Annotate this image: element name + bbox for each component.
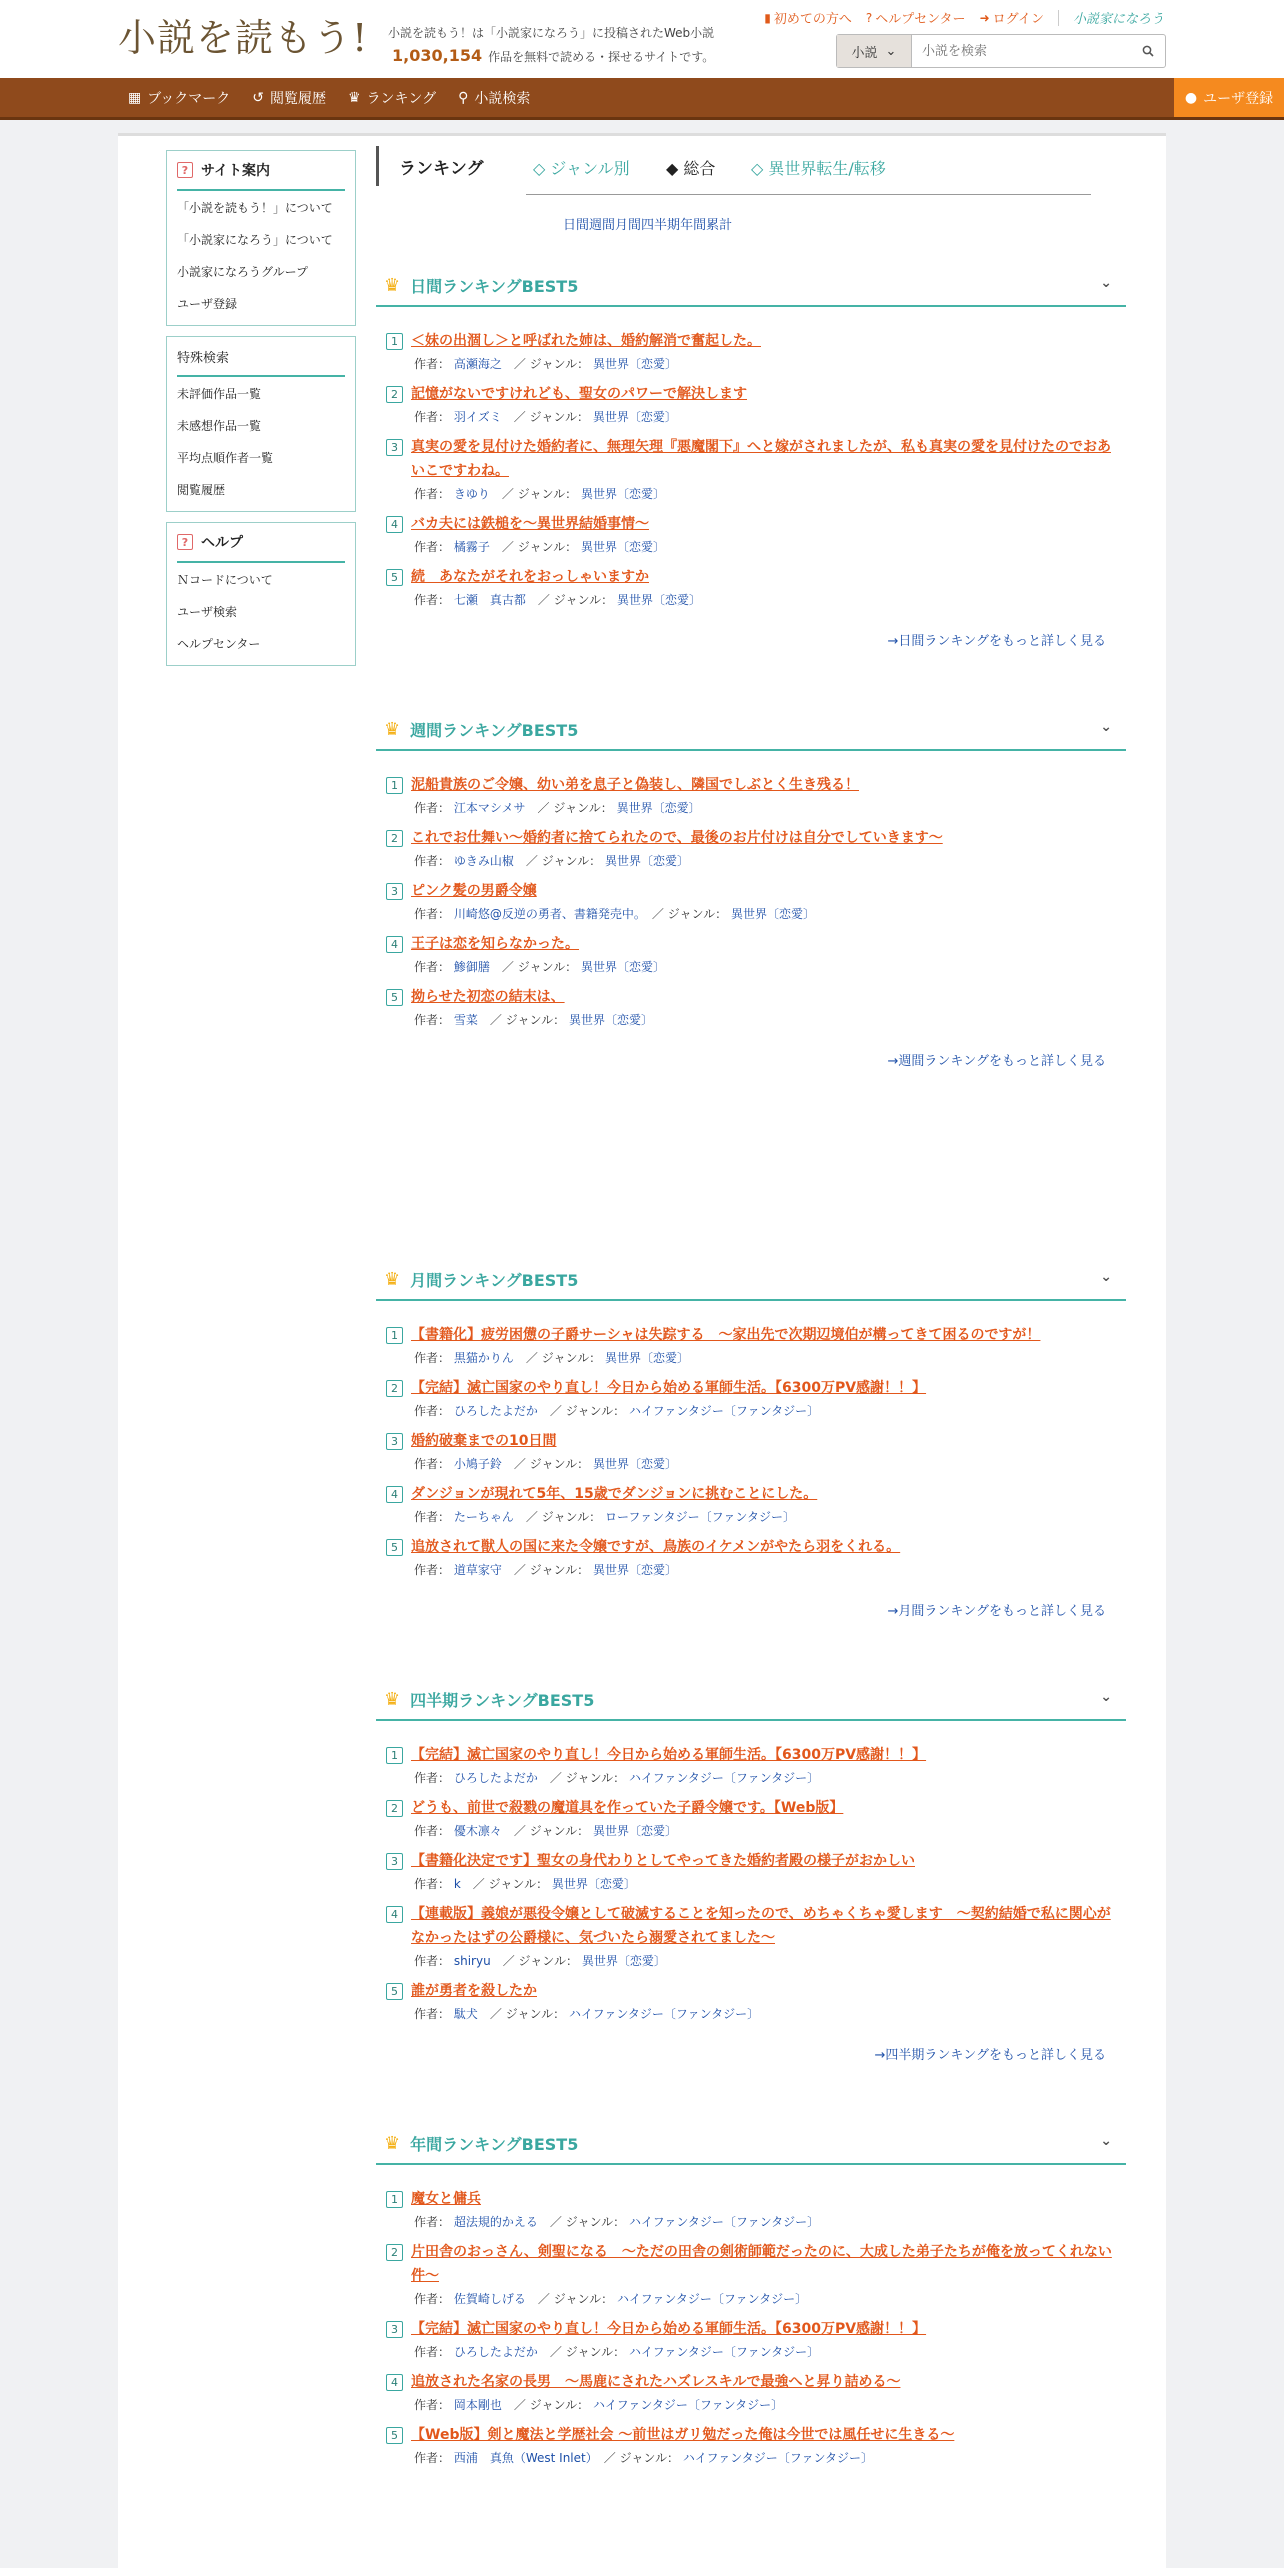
tab-underline — [526, 194, 1091, 195]
author-label: 作者： — [414, 1954, 451, 1968]
novel-title-link[interactable]: 魔女と傭兵 — [411, 2191, 481, 2207]
author-link[interactable]: 橘霧子 — [453, 540, 490, 554]
entry-meta: 作者： 雪菜 ／ ジャンル： 異世界〔恋愛〕 — [414, 1013, 653, 1027]
author-link[interactable]: ひろしたよだか — [453, 1404, 538, 1418]
entry-meta: 作者： k ／ ジャンル： 異世界〔恋愛〕 — [414, 1877, 636, 1891]
genre-label: ジャンル： — [529, 410, 590, 424]
genre-label: ジャンル： — [529, 357, 590, 371]
ranking-entry — [386, 2370, 1116, 2413]
genre-link[interactable]: 異世界〔恋愛〕 — [604, 1351, 689, 1365]
rank-badge: 5 — [386, 2427, 403, 2444]
ranking-entry — [386, 2317, 1116, 2360]
genre-label: ジャンル： — [541, 1351, 602, 1365]
genre-label: ジャンル： — [541, 1510, 602, 1524]
rank-badge: 1 — [386, 1747, 403, 1764]
novel-title-link[interactable]: 【書籍化】疲労困憊の子爵サーシャは失踪する ～家出先で次期辺境伯が構ってきて困るのですが！ — [411, 1327, 1041, 1343]
genre-link[interactable]: ハイファンタジー〔ファンタジー〕 — [628, 2215, 820, 2229]
genre-label: ジャンル： — [529, 2398, 590, 2412]
ranking-entry — [386, 1979, 1116, 2022]
rank-badge: 5 — [386, 989, 403, 1006]
genre-label: ジャンル： — [553, 593, 614, 607]
author-link[interactable]: たーちゃん — [453, 1510, 514, 1524]
search-bar — [836, 34, 1166, 68]
entry-meta: 作者： 西浦 真魚（West Inlet） ／ ジャンル： ハイファンタジー〔ファンタジー〕 — [414, 2451, 874, 2465]
rank-badge: 2 — [386, 2244, 403, 2261]
sidebar-link[interactable]: 未評価作品一覧 — [177, 386, 262, 401]
help-box — [166, 522, 356, 666]
novel-title-link[interactable]: 【Web版】剣と魔法と学歴社会 ～前世はガリ勉だった俺は今世では風任せに生きる～ — [411, 2427, 955, 2443]
author-label: 作者： — [414, 540, 451, 554]
ranking-list — [376, 1721, 1126, 2022]
nav-bookmark[interactable]: ▦ ブックマーク — [128, 89, 231, 107]
sidebar-link[interactable]: Ｎコードについて — [177, 572, 273, 587]
ranking-entry — [386, 1482, 1116, 1525]
ranking-entry — [386, 512, 1116, 555]
author-label: 作者： — [414, 2215, 451, 2229]
author-link[interactable]: 岡本剛也 — [453, 2398, 502, 2412]
ranking-entry — [386, 932, 1116, 975]
search-type-select[interactable]: 小説 ⌄ — [837, 35, 912, 67]
rank-badge: 3 — [386, 439, 403, 456]
sidebar-link[interactable]: 平均点順作者一覧 — [177, 450, 274, 465]
author-link[interactable]: 優木凛々 — [453, 1824, 502, 1838]
genre-link[interactable]: ハイファンタジー〔ファンタジー〕 — [592, 2398, 784, 2412]
crown-icon: ♛ — [384, 718, 401, 740]
site-header — [0, 0, 1284, 78]
ranking-list — [376, 1301, 1126, 1578]
entry-meta: 作者： shiryu ／ ジャンル： 異世界〔恋愛〕 — [414, 1954, 666, 1968]
entry-meta: 作者： 道草家守 ／ ジャンル： 異世界〔恋愛〕 — [414, 1563, 677, 1577]
entry-meta: 作者： ひろしたよだか ／ ジャンル： ハイファンタジー〔ファンタジー〕 — [414, 1404, 820, 1418]
help-heading: ? ヘルプ — [177, 523, 345, 563]
novel-title-link[interactable]: これでお仕舞い～婚約者に捨てられたので、最後のお片付けは自分でしていきます～ — [411, 830, 943, 846]
author-link[interactable]: shiryu — [453, 1954, 491, 1968]
author-label: 作者： — [414, 2451, 451, 2465]
author-label: 作者： — [414, 2007, 451, 2021]
entry-meta: 作者： ゆきみ山椒 ／ ジャンル： 異世界〔恋愛〕 — [414, 854, 689, 868]
period-weekly[interactable]: 週間 — [589, 218, 616, 233]
author-label: 作者： — [414, 2398, 451, 2412]
genre-link[interactable]: ハイファンタジー〔ファンタジー〕 — [682, 2451, 874, 2465]
entry-meta: 作者： 佐賀崎しげる ／ ジャンル： ハイファンタジー〔ファンタジー〕 — [414, 2292, 808, 2306]
ranking-entry — [386, 1849, 1116, 1892]
genre-label: ジャンル： — [517, 540, 578, 554]
ranking-entry — [386, 1796, 1116, 1839]
author-link[interactable]: 鯵御膳 — [453, 960, 490, 974]
crown-icon: ♛ — [384, 1268, 401, 1290]
ranking-entry — [386, 2187, 1116, 2230]
question-icon: ? — [177, 162, 193, 178]
entry-meta: 作者： 岡本剛也 ／ ジャンル： ハイファンタジー〔ファンタジー〕 — [414, 2398, 784, 2412]
sidebar-link[interactable]: 小説家になろうグループ — [177, 264, 309, 279]
novel-title-link[interactable]: 泥船貴族のご令嬢、幼い弟を息子と偽装し、隣国でしぶとく生き残る！ — [411, 777, 859, 793]
ranking-list — [376, 307, 1126, 608]
rank-badge: 1 — [386, 333, 403, 350]
search-input[interactable] — [912, 35, 1131, 67]
rank-badge: 5 — [386, 569, 403, 586]
works-count: 1,030,154 — [392, 46, 483, 65]
ranking-entry — [386, 329, 1116, 372]
author-label: 作者： — [414, 801, 451, 815]
entry-meta: 作者： 小鳩子鈴 ／ ジャンル： 異世界〔恋愛〕 — [414, 1457, 677, 1471]
genre-link[interactable]: ハイファンタジー〔ファンタジー〕 — [616, 2292, 808, 2306]
entry-meta: 作者： 優木凛々 ／ ジャンル： 異世界〔恋愛〕 — [414, 1824, 677, 1838]
entry-meta: 作者： 橘霧子 ／ ジャンル： 異世界〔恋愛〕 — [414, 540, 665, 554]
ranking-entry — [386, 565, 1116, 608]
rank-badge: 1 — [386, 777, 403, 794]
rank-badge: 4 — [386, 2374, 403, 2391]
chevron-down-icon: ⌄ — [885, 43, 897, 59]
rank-badge: 5 — [386, 1983, 403, 2000]
genre-link[interactable]: 異世界〔恋愛〕 — [592, 357, 677, 371]
genre-link[interactable]: ハイファンタジー〔ファンタジー〕 — [628, 1404, 820, 1418]
ranking-entry — [386, 879, 1116, 922]
tab-overall[interactable]: ◆ 総合 — [666, 159, 716, 178]
more-ranking-link[interactable]: →四半期ランキングをもっと詳しく見る — [874, 2048, 1106, 2063]
genre-label: ジャンル： — [565, 1771, 626, 1785]
genre-label: ジャンル： — [529, 1824, 590, 1838]
sidebar-link[interactable]: ユーザ検索 — [177, 604, 238, 619]
author-link[interactable]: 道草家守 — [453, 1563, 502, 1577]
genre-label: ジャンル： — [553, 801, 613, 815]
ranking-entry — [386, 826, 1116, 869]
ranking-sections — [376, 265, 1126, 2466]
rank-badge: 3 — [386, 1433, 403, 1450]
author-link[interactable]: k — [453, 1877, 461, 1891]
beginners-link[interactable]: ▮ 初めての方へ — [764, 10, 852, 27]
author-link[interactable]: 七瀬 真古都 — [453, 593, 526, 607]
site-logo[interactable]: 小説を読もう! — [118, 16, 369, 60]
genre-link[interactable]: 異世界〔恋愛〕 — [551, 1877, 636, 1891]
genre-link[interactable]: 異世界〔恋愛〕 — [580, 960, 665, 974]
section-heading[interactable]: ♛ 年間ランキングBEST5 ⌄ — [376, 2123, 1126, 2165]
sidebar-link[interactable]: 「小説家になろう」について — [177, 232, 333, 247]
author-link[interactable]: 小鳩子鈴 — [453, 1457, 502, 1471]
genre-label: ジャンル： — [505, 1013, 566, 1027]
crown-icon: ♛ — [348, 89, 361, 106]
author-link[interactable]: きゆり — [453, 487, 490, 501]
genre-link[interactable]: 異世界〔恋愛〕 — [568, 1013, 653, 1027]
entry-meta: 作者： きゆり ／ ジャンル： 異世界〔恋愛〕 — [414, 487, 665, 501]
author-label: 作者： — [414, 1457, 451, 1471]
more-ranking-link[interactable]: →日間ランキングをもっと詳しく見る — [887, 634, 1106, 649]
ranking-section — [376, 709, 1126, 1069]
ranking-entry — [386, 435, 1116, 502]
genre-link[interactable]: 異世界〔恋愛〕 — [616, 801, 701, 815]
question-icon: ? — [177, 534, 193, 550]
genre-label: ジャンル： — [518, 1954, 578, 1968]
search-button[interactable] — [1131, 35, 1165, 67]
entry-meta: 作者： 高瀬海之 ／ ジャンル： 異世界〔恋愛〕 — [414, 357, 677, 371]
rank-badge: 4 — [386, 1486, 403, 1503]
more-ranking-link[interactable]: →月間ランキングをもっと詳しく見る — [887, 1604, 1106, 1619]
entry-meta: 作者： 鯵御膳 ／ ジャンル： 異世界〔恋愛〕 — [414, 960, 665, 974]
ranking-entry — [386, 985, 1116, 1028]
period-yearly[interactable]: 年間 — [680, 218, 707, 233]
genre-label: ジャンル： — [505, 2007, 566, 2021]
ranking-list — [376, 751, 1126, 1028]
rank-badge: 1 — [386, 2191, 403, 2208]
genre-link[interactable]: 異世界〔恋愛〕 — [616, 593, 701, 607]
rank-badge: 3 — [386, 883, 403, 900]
genre-label: ジャンル： — [667, 907, 728, 921]
rank-badge: 4 — [386, 936, 403, 953]
crown-icon: ♛ — [384, 2132, 401, 2154]
nav-search[interactable]: ⚲ 小説検索 — [458, 89, 531, 107]
author-link[interactable]: 羽イズミ — [453, 410, 502, 424]
section-heading[interactable]: ♛ 月間ランキングBEST5 ⌄ — [376, 1259, 1126, 1301]
author-label: 作者： — [414, 1771, 451, 1785]
genre-link[interactable]: ハイファンタジー〔ファンタジー〕 — [628, 2345, 820, 2359]
user-icon: ● — [1184, 89, 1198, 106]
genre-link[interactable]: ハイファンタジー〔ファンタジー〕 — [628, 1771, 820, 1785]
search-icon: ⚲ — [458, 89, 469, 106]
entry-meta: 作者： 七瀬 真古都 ／ ジャンル： 異世界〔恋愛〕 — [414, 593, 701, 607]
author-link[interactable]: 駄犬 — [453, 2007, 478, 2021]
period-monthly[interactable]: 月間 — [615, 218, 642, 233]
genre-link[interactable]: 異世界〔恋愛〕 — [580, 540, 665, 554]
genre-label: ジャンル： — [619, 2451, 680, 2465]
works-count-suffix: 作品を無料で読める・探せるサイトです。 — [488, 50, 715, 64]
genre-link[interactable]: 異世界〔恋愛〕 — [730, 907, 815, 921]
site-tagline: 小説を読もう！は「小説家になろう」に投稿されたWeb小説 — [388, 26, 715, 40]
author-link[interactable]: 西浦 真魚（West Inlet） — [453, 2451, 592, 2465]
sidebar-link[interactable]: ユーザ登録 — [177, 296, 238, 311]
novel-title-link[interactable]: 片田舎のおっさん、剣聖になる ～ただの田舎の剣術師範だったのに、大成した弟子たちが俺を放ってくれない件～ — [411, 2244, 1112, 2284]
author-link[interactable]: 江本マシメサ — [453, 801, 526, 815]
genre-label: ジャンル： — [553, 2292, 614, 2306]
author-label: 作者： — [414, 854, 451, 868]
nav-ranking[interactable]: ♛ ランキング — [348, 89, 437, 107]
ranking-entry — [386, 2240, 1116, 2307]
entry-meta: 作者： 川崎悠@反逆の勇者、書籍発売中。 ／ ジャンル： 異世界〔恋愛〕 — [414, 907, 815, 921]
novel-title-link[interactable]: ＜妹の出涸し＞と呼ばれた姉は、婚約解消で奮起した。 — [411, 333, 761, 349]
author-link[interactable]: 黒猫かりん — [453, 1351, 514, 1365]
novel-title-link[interactable]: 王子は恋を知らなかった。 — [411, 936, 579, 952]
novel-title-link[interactable]: 婚約破棄までの10日間 — [411, 1433, 557, 1449]
main-nav — [0, 78, 1284, 120]
author-link[interactable]: ひろしたよだか — [453, 1771, 538, 1785]
bookmark-icon: ▦ — [128, 89, 142, 106]
rank-badge: 2 — [386, 1800, 403, 1817]
author-label: 作者： — [414, 1563, 451, 1577]
content-area — [118, 133, 1166, 2568]
ranking-section — [376, 2123, 1126, 2466]
chevron-down-icon[interactable]: ⌄ — [1100, 275, 1112, 291]
entry-meta: 作者： たーちゃん ／ ジャンル： ローファンタジー〔ファンタジー〕 — [414, 1510, 795, 1524]
user-register-button[interactable]: ● ユーザ登録 — [1174, 78, 1284, 117]
book-icon: ▮ — [764, 10, 771, 25]
author-link[interactable]: 川崎悠@反逆の勇者、書籍発売中。 — [453, 907, 640, 921]
novel-title-link[interactable]: 記憶がないですけれども、聖女のパワーで解決します — [411, 386, 747, 402]
novel-title-link[interactable]: 【完結】滅亡国家のやり直し！今日から始める軍師生活。【6300万PV感謝！！】 — [411, 1747, 927, 1763]
section-heading[interactable]: ♛ 週間ランキングBEST5 ⌄ — [376, 709, 1126, 751]
search-icon — [1142, 45, 1154, 57]
sidebar-link[interactable]: 未感想作品一覧 — [177, 418, 262, 433]
novel-title-link[interactable]: 追放された名家の長男 ～馬鹿にされたハズレスキルで最強へと昇り詰める～ — [411, 2374, 901, 2390]
chevron-down-icon[interactable]: ⌄ — [1100, 1689, 1112, 1705]
rank-badge: 3 — [386, 1853, 403, 1870]
chevron-down-icon[interactable]: ⌄ — [1100, 1269, 1112, 1285]
author-label: 作者： — [414, 907, 451, 921]
special-search-box — [166, 336, 356, 512]
rank-badge: 2 — [386, 830, 403, 847]
novel-title-link[interactable]: どうも、前世で殺戮の魔道具を作っていた子爵令嬢です。【Web版】 — [411, 1800, 844, 1816]
tab-isekai[interactable]: ◇ 異世界転生/転移 — [751, 159, 886, 178]
rank-badge: 1 — [386, 1327, 403, 1344]
sidebar-link[interactable]: 閲覧履歴 — [177, 482, 226, 497]
novel-title-link[interactable]: 誰が勇者を殺したか — [411, 1983, 537, 1999]
novel-title-link[interactable]: ピンク髪の男爵令嬢 — [411, 883, 537, 899]
author-label: 作者： — [414, 2345, 451, 2359]
author-label: 作者： — [414, 410, 451, 424]
genre-label: ジャンル： — [529, 1457, 590, 1471]
entry-meta: 作者： ひろしたよだか ／ ジャンル： ハイファンタジー〔ファンタジー〕 — [414, 2345, 820, 2359]
sidebar-link[interactable]: ヘルプセンター — [177, 636, 261, 651]
genre-label: ジャンル： — [488, 1877, 549, 1891]
more-ranking-link[interactable]: →週間ランキングをもっと詳しく見る — [887, 1054, 1106, 1069]
author-label: 作者： — [414, 1824, 451, 1838]
sidebar-link[interactable]: 「小説を読もう！」について — [177, 200, 333, 215]
rank-badge: 5 — [386, 1539, 403, 1556]
genre-label: ジャンル： — [541, 854, 602, 868]
novel-title-link[interactable]: 拗らせた初恋の結末は、 — [411, 989, 565, 1005]
ranking-tabs — [376, 146, 1126, 196]
author-link[interactable]: 雪菜 — [453, 1013, 478, 1027]
author-link[interactable]: 佐賀崎しげる — [453, 2292, 526, 2306]
entry-meta: 作者： 江本マシメサ ／ ジャンル： 異世界〔恋愛〕 — [414, 801, 701, 815]
author-link[interactable]: ゆきみ山椒 — [453, 854, 514, 868]
author-link[interactable]: 高瀬海之 — [453, 357, 502, 371]
author-label: 作者： — [414, 1510, 451, 1524]
ranking-entry — [386, 2423, 1116, 2466]
author-label: 作者： — [414, 1013, 451, 1027]
genre-link[interactable]: 異世界〔恋愛〕 — [592, 410, 677, 424]
novel-title-link[interactable]: 【完結】滅亡国家のやり直し！今日から始める軍師生活。【6300万PV感謝！！】 — [411, 2321, 927, 2337]
genre-link[interactable]: ハイファンタジー〔ファンタジー〕 — [568, 2007, 760, 2021]
novel-title-link[interactable]: 真実の愛を見付けた婚約者に、無理矢理『悪魔閣下』へと嫁がされましたが、私も真実の愛を見付けたのでおあいこですわね。 — [411, 439, 1111, 479]
help-center-link[interactable]: ? ヘルプセンター — [865, 10, 966, 27]
author-label: 作者： — [414, 2292, 451, 2306]
top-links — [764, 8, 1164, 27]
tab-genre[interactable]: ◇ ジャンル別 — [533, 159, 630, 178]
narou-group-logo[interactable]: 小説家になろう — [1072, 12, 1164, 27]
chevron-down-icon[interactable]: ⌄ — [1100, 719, 1112, 735]
ranking-section — [376, 265, 1126, 649]
rank-badge: 2 — [386, 1380, 403, 1397]
entry-meta: 作者： 駄犬 ／ ジャンル： ハイファンタジー〔ファンタジー〕 — [414, 2007, 760, 2021]
genre-label: ジャンル： — [565, 2215, 626, 2229]
period-quarterly[interactable]: 四半期 — [641, 218, 681, 233]
page-title: ランキング — [376, 146, 484, 186]
author-link[interactable]: ひろしたよだか — [453, 2345, 538, 2359]
entry-meta: 作者： 黒猫かりん ／ ジャンル： 異世界〔恋愛〕 — [414, 1351, 689, 1365]
genre-link[interactable]: ローファンタジー〔ファンタジー〕 — [604, 1510, 795, 1524]
rank-badge: 4 — [386, 516, 403, 533]
novel-title-link[interactable]: 【完結】滅亡国家のやり直し！今日から始める軍師生活。【6300万PV感謝！！】 — [411, 1380, 927, 1396]
login-icon: ➜ — [979, 10, 990, 25]
author-label: 作者： — [414, 357, 451, 371]
genre-link[interactable]: 異世界〔恋愛〕 — [592, 1563, 677, 1577]
genre-label: ジャンル： — [565, 1404, 626, 1418]
login-link[interactable]: ➜ ログイン — [979, 10, 1044, 27]
rank-badge: 3 — [386, 2321, 403, 2338]
rank-badge: 4 — [386, 1906, 403, 1923]
novel-title-link[interactable]: バカ夫には鉄槌を～異世界結婚事情～ — [411, 516, 649, 532]
site-guide-box — [166, 150, 356, 326]
chevron-down-icon[interactable]: ⌄ — [1100, 2133, 1112, 2149]
genre-link[interactable]: 異世界〔恋愛〕 — [580, 487, 665, 501]
site-guide-heading: ? サイト案内 — [177, 151, 345, 191]
ranking-section — [376, 1679, 1126, 2063]
genre-link[interactable]: 異世界〔恋愛〕 — [604, 854, 689, 868]
ranking-entry — [386, 1535, 1116, 1578]
genre-label: ジャンル： — [565, 2345, 626, 2359]
author-label: 作者： — [414, 960, 451, 974]
ranking-entry — [386, 382, 1116, 425]
divider — [1058, 10, 1059, 26]
ranking-section — [376, 1259, 1126, 1619]
author-link[interactable]: 超法規的かえる — [453, 2215, 538, 2229]
ranking-main — [376, 146, 1126, 2466]
entry-meta: 作者： 羽イズミ ／ ジャンル： 異世界〔恋愛〕 — [414, 410, 677, 424]
ranking-entry — [386, 1376, 1116, 1419]
novel-title-link[interactable]: 【書籍化決定です】聖女の身代わりとしてやってきた婚約者殿の様子がおかしい — [411, 1853, 915, 1869]
author-label: 作者： — [414, 1351, 451, 1365]
author-label: 作者： — [414, 487, 451, 501]
period-links — [563, 214, 1126, 233]
genre-link[interactable]: 異世界〔恋愛〕 — [581, 1954, 666, 1968]
ranking-entry — [386, 1429, 1116, 1472]
special-search-heading: 特殊検索 — [177, 337, 345, 377]
question-icon: ? — [865, 10, 873, 25]
ranking-entry — [386, 1902, 1116, 1969]
crown-icon: ♛ — [384, 1688, 401, 1710]
history-icon: ↺ — [252, 89, 264, 106]
nav-history[interactable]: ↺ 閲覧履歴 — [252, 89, 326, 107]
novel-title-link[interactable]: ダンジョンが現れて5年、15歳でダンジョンに挑むことにした。 — [411, 1486, 818, 1502]
novel-title-link[interactable]: 続 あなたがそれをおっしゃいますか — [411, 569, 649, 585]
author-label: 作者： — [414, 1877, 451, 1891]
genre-label: ジャンル： — [517, 487, 578, 501]
crown-icon: ♛ — [384, 274, 401, 296]
sidebar — [166, 150, 356, 676]
author-label: 作者： — [414, 1404, 451, 1418]
rank-badge: 2 — [386, 386, 403, 403]
genre-label: ジャンル： — [529, 1563, 590, 1577]
period-daily[interactable]: 日間 — [563, 218, 590, 233]
works-count-line — [392, 46, 714, 65]
entry-meta: 作者： 超法規的かえる ／ ジャンル： ハイファンタジー〔ファンタジー〕 — [414, 2215, 820, 2229]
genre-link[interactable]: 異世界〔恋愛〕 — [592, 1824, 677, 1838]
ranking-entry — [386, 773, 1116, 816]
ranking-entry — [386, 1743, 1116, 1786]
period-total[interactable]: 累計 — [706, 218, 733, 233]
genre-label: ジャンル： — [517, 960, 578, 974]
section-heading[interactable]: ♛ 日間ランキングBEST5 ⌄ — [376, 265, 1126, 307]
novel-title-link[interactable]: 【連載版】義娘が悪役令嬢として破滅することを知ったので、めちゃくちゃ愛します ～契約結婚で私に関心がなかったはずの公爵様に、気づいたら溺愛されてました～ — [411, 1906, 1111, 1946]
ranking-list — [376, 2165, 1126, 2466]
author-label: 作者： — [414, 593, 451, 607]
section-heading[interactable]: ♛ 四半期ランキングBEST5 ⌄ — [376, 1679, 1126, 1721]
novel-title-link[interactable]: 追放されて獣人の国に来た令嬢ですが、鳥族のイケメンがやたら羽をくれる。 — [411, 1539, 901, 1555]
genre-link[interactable]: 異世界〔恋愛〕 — [592, 1457, 677, 1471]
entry-meta: 作者： ひろしたよだか ／ ジャンル： ハイファンタジー〔ファンタジー〕 — [414, 1771, 820, 1785]
ranking-entry — [386, 1323, 1116, 1366]
